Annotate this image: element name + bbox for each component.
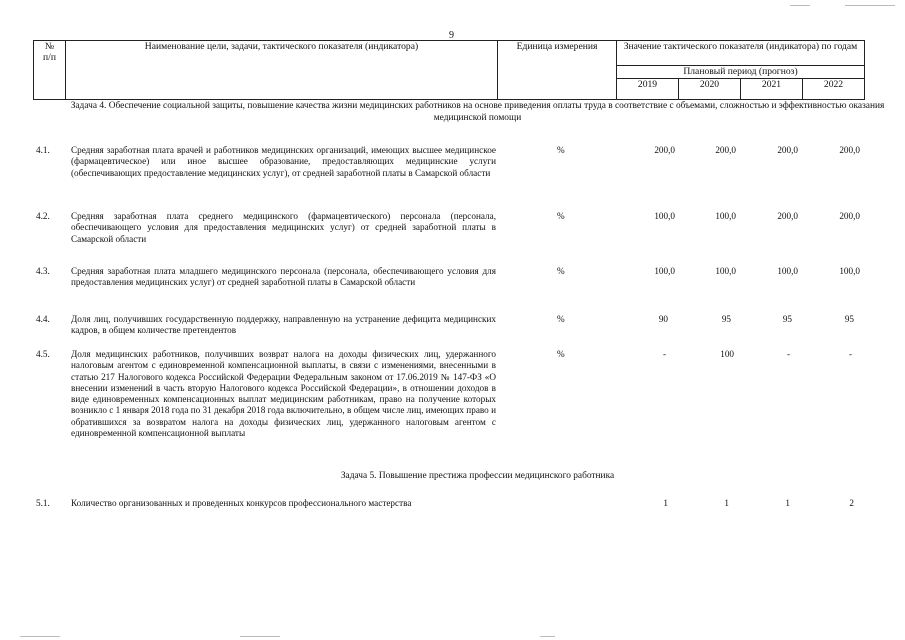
value-2022: -: [848, 349, 852, 359]
header-year-2019: 2019: [617, 78, 679, 99]
header-col-value: Значение тактического показателя (индикатора) по годам: [617, 41, 865, 66]
row-text: Количество организованных и проведенных конкурсов профессионального мастерства: [71, 498, 412, 508]
value-2021: -: [786, 349, 790, 359]
value-2022: 95: [844, 314, 854, 324]
row-unit: %: [557, 314, 565, 324]
row-text: Средняя заработная плата врачей и работников медицинских организаций, имеющих высшее медицинское (фармацевтическое) или иное высшее образование, предоставляющих медицинские услуги (обеспечивающих предоставление медицинских услуг), от средней заработной платы в Самарской области: [71, 145, 496, 178]
row-unit: %: [557, 349, 565, 359]
value-2020: 100,0: [715, 211, 736, 221]
value-2021: 100,0: [777, 266, 798, 276]
page-number: 9: [449, 30, 454, 41]
value-2022: 200,0: [839, 145, 860, 155]
row-text: Средняя заработная плата среднего медицинского (фармацевтического) персонала (персонала, обеспечивающего условия для предоставления медицинских услуг) от средней заработной платы в Самарской области: [71, 211, 496, 244]
value-2021: 200,0: [777, 211, 798, 221]
value-2020: 1: [724, 498, 729, 508]
value-2019: 200,0: [654, 145, 675, 155]
value-2022: 200,0: [839, 211, 860, 221]
value-2020: 95: [721, 314, 731, 324]
row-unit: %: [557, 211, 565, 221]
value-2021: 1: [785, 498, 790, 508]
scan-mark: [790, 5, 810, 6]
row-number: 4.5.: [36, 349, 50, 359]
header-year-2020: 2020: [679, 78, 741, 99]
value-2022: 100,0: [839, 266, 860, 276]
value-2020: 100,0: [715, 266, 736, 276]
row-number: 5.1.: [36, 498, 50, 508]
row-unit: %: [557, 266, 565, 276]
value-2020: 100: [720, 349, 734, 359]
header-year-2021: 2021: [741, 78, 803, 99]
scan-mark: [845, 5, 895, 6]
row-number: 4.4.: [36, 314, 50, 324]
row-text: Доля медицинских работников, получивших возврат налога на доходы физических лиц, удержанного налоговым агентом с единовременной компенсационной выплаты, в связи с изменениями, внесенными в статью 217 Налогового кодекса Российской Федерации Федеральным законом от 17.06.2019 № 147-ФЗ «О внесении изменений в часть вторую Налогового кодекса Российской Федерации», в отношении доходов в виде единовременных компенсационных выплат медицинским работникам, право на получение которых возникло с 1 января 2018 года по 31 декабря 2018 года включительно, в общем числе лиц, имеющих право и обратившихся за возвратом налога на доходы физических лиц, удержанного налоговым агентом с единовременной компенсационной выплаты: [71, 349, 496, 439]
value-2022: 2: [849, 498, 854, 508]
value-2019: -: [662, 349, 666, 359]
row-unit: %: [557, 145, 565, 155]
header-year-2022: 2022: [803, 78, 865, 99]
row-number: 4.2.: [36, 211, 50, 221]
value-2019: 100,0: [654, 211, 675, 221]
row-number: 4.3.: [36, 266, 50, 276]
value-2019: 1: [663, 498, 668, 508]
header-col-num: № п/п: [34, 41, 66, 100]
value-2019: 100,0: [654, 266, 675, 276]
row-number: 4.1.: [36, 145, 50, 155]
header-col-unit: Единица измерения: [498, 41, 617, 100]
value-2021: 95: [782, 314, 792, 324]
scan-mark: [20, 636, 60, 637]
scan-mark: [240, 636, 280, 637]
value-2019: 90: [658, 314, 668, 324]
task5-title: Задача 5. Повышение престижа профессии медицинского работника: [340, 471, 615, 481]
value-2021: 200,0: [777, 145, 798, 155]
header-planning-period: Плановый период (прогноз): [617, 66, 865, 78]
task4-title: Задача 4. Обеспечение социальной защиты, повышение качества жизни медицинских работников на основе приведения оплаты труда в соответствие с объемами, сложностью и эффективностью оказания медицинской помощи: [70, 101, 885, 123]
header-table: [33, 40, 865, 100]
value-2020: 200,0: [715, 145, 736, 155]
row-text: Средняя заработная плата младшего медицинского персонала (персонала, обеспечивающего условия для предоставления медицинских услуг) от средней заработной платы в Самарской области: [71, 266, 496, 288]
row-text: Доля лиц, получивших государственную поддержку, направленную на устранение дефицита медицинских кадров, в общем количестве претендентов: [71, 314, 496, 336]
header-col-name: Наименование цели, задачи, тактического показателя (индикатора): [66, 41, 498, 100]
scan-mark: [540, 636, 555, 637]
